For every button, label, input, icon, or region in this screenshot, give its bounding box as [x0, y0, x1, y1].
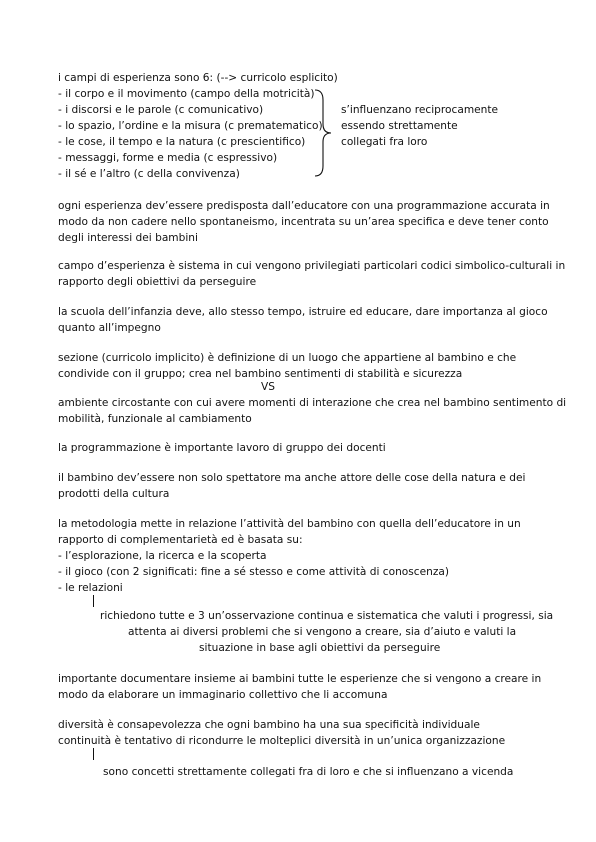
paragraph-line: degli interessi dei bambini [58, 232, 198, 244]
paragraph-line: la scuola dell’infanzia deve, allo stesso tempo, istruire ed educare, dare importanza al gioco [58, 306, 548, 318]
paragraph-line: ogni esperienza dev’essere predisposta dall’educatore con una programmazione accurata in [58, 200, 550, 212]
indented-line: attenta ai diversi problemi che si vengono a creare, sia d’aiuto e valuti la [128, 626, 517, 638]
intro-heading: i campi di esperienza sono 6: (--> curricolo esplicito) [58, 72, 338, 84]
intro-item: - i discorsi e le parole (c comunicativo) [58, 104, 264, 116]
paragraph-line: mobilità, funzionale al cambiamento [58, 413, 252, 425]
paragraph-line: prodotti della cultura [58, 488, 170, 500]
brace-note: essendo strettamente [341, 120, 458, 132]
paragraph-line: ambiente circostante con cui avere momenti di interazione che crea nel bambino sentimento di [58, 397, 567, 409]
versus-label: VS [261, 381, 275, 393]
intro-item: - le cose, il tempo e la natura (c prescientifico) [58, 136, 306, 148]
brace-note: collegati fra loro [341, 136, 428, 148]
paragraph-line: il bambino dev’essere non solo spettatore ma anche attore delle cose della natura e dei [58, 472, 526, 484]
connector-line [93, 595, 94, 607]
right-brace-icon [313, 88, 341, 178]
list-item: - il gioco (con 2 significati: fine a sé stesso e come attività di conoscenza) [58, 566, 450, 578]
paragraph-line: importante documentare insieme ai bambini tutte le esperienze che si vengono a creare in [58, 673, 542, 685]
paragraph-line: rapporto degli obiettivi da perseguire [58, 276, 257, 288]
intro-item: - lo spazio, l’ordine e la misura (c prematematico) [58, 120, 323, 132]
list-item: - le relazioni [58, 582, 123, 594]
paragraph-line: la programmazione è importante lavoro di gruppo dei docenti [58, 442, 386, 454]
indented-line: sono concetti strettamente collegati fra di loro e che si influenzano a vicenda [103, 766, 514, 778]
indented-line: situazione in base agli obiettivi da perseguire [199, 642, 441, 654]
paragraph-line: la metodologia mette in relazione l’attività del bambino con quella dell’educatore in un [58, 518, 521, 530]
paragraph-line: diversità è consapevolezza che ogni bambino ha una sua specificità individuale [58, 719, 480, 731]
paragraph-line: condivide con il gruppo; crea nel bambino sentimenti di stabilità e sicurezza [58, 368, 463, 380]
brace-note: s’influenzano reciprocamente [341, 104, 499, 116]
paragraph-line: continuità è tentativo di ricondurre le molteplici diversità in un’unica organizzazione [58, 735, 506, 747]
paragraph-line: modo da elaborare un immaginario collettivo che li accomuna [58, 689, 388, 701]
intro-item: - messaggi, forme e media (c espressivo) [58, 152, 278, 164]
indented-line: richiedono tutte e 3 un’osservazione continua e sistematica che valuti i progressi, sia [100, 610, 554, 622]
paragraph-line: quanto all’impegno [58, 322, 161, 334]
paragraph-line: sezione (curricolo implicito) è definizione di un luogo che appartiene al bambino e che [58, 352, 517, 364]
intro-item: - il corpo e il movimento (campo della motricità) [58, 88, 315, 100]
connector-line [93, 748, 94, 760]
list-item: - l’esplorazione, la ricerca e la scoperta [58, 550, 267, 562]
paragraph-line: modo da non cadere nello spontaneismo, incentrata su un’area specifica e deve tener conto [58, 216, 549, 228]
intro-item: - il sé e l’altro (c della convivenza) [58, 168, 240, 180]
paragraph-line: rapporto di complementarietà ed è basata su: [58, 534, 303, 546]
paragraph-line: campo d’esperienza è sistema in cui vengono privilegiati particolari codici simbolico-culturali in [58, 260, 566, 272]
